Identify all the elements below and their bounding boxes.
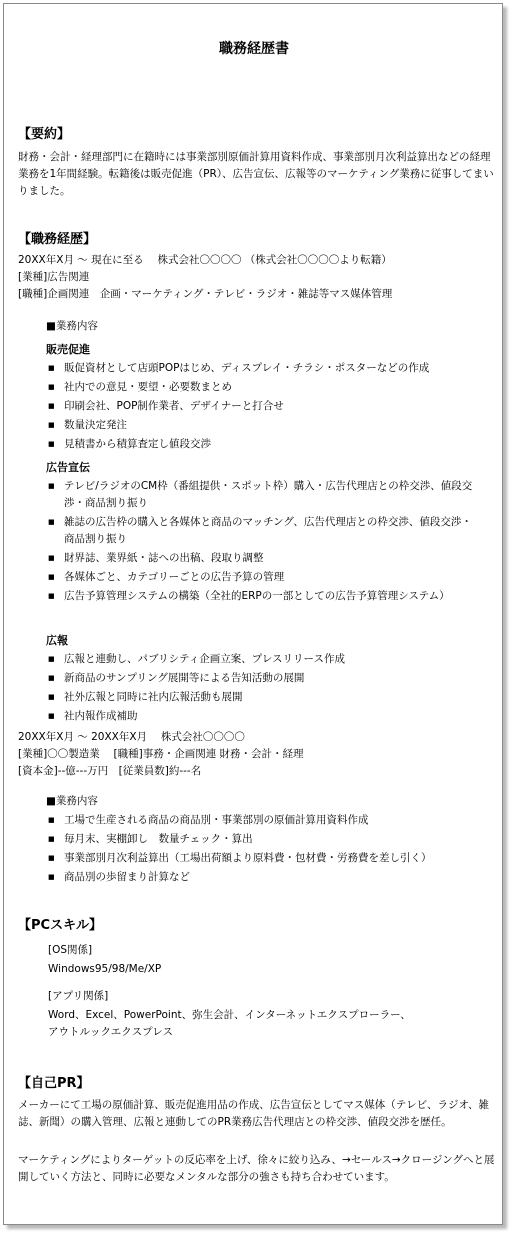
- page-title: 職務経歴書: [219, 41, 289, 57]
- self-pr-paragraph-2: マーケティングによりターゲットの反応率を上げ、徐々に絞り込み、→セールス→クロージングへと展開していく方法と、同時に必要なメンタルな部分の強さも持ち合わせています。: [18, 1154, 495, 1183]
- sales-promotion-list: [48, 360, 478, 455]
- list-item: ■ 雑誌の広告枠の購入と各媒体と商品のマッチング、広告代理店との枠交渉、値段交渉・商品割り振り: [48, 514, 478, 548]
- list-item: ■ 新商品のサンプリング展開等による告知活動の展開: [48, 670, 478, 687]
- job2-capital: [資本金]--億---万円 [従業員数]約---名: [18, 765, 202, 777]
- job1-period: 20XX年X月 〜 現在に至る 株式会社〇〇〇〇 （株式会社〇〇〇〇より転籍）: [18, 254, 392, 266]
- list-item: ■ 事業部別月次利益算出（工場出荷額より原料費・包材費・労務費を差し引く）: [48, 850, 478, 867]
- group-heading-pr: 広報: [46, 634, 68, 647]
- os-label: [OS関係]: [48, 944, 93, 956]
- history-heading: 【職務経歴】: [18, 232, 97, 247]
- list-item: ■ 工場で生産される商品の商品別・事業部別の原価計算用資料作成: [48, 812, 478, 829]
- app-label: [アプリ関係]: [48, 990, 109, 1002]
- list-item: ■ 印刷会社、POP制作業者、デザイナーと打合せ: [48, 398, 478, 415]
- self-pr-heading: 【自己PR】: [18, 1076, 90, 1091]
- job2-period: 20XX年X月 〜 20XX年X月 株式会社〇〇〇〇: [18, 731, 245, 743]
- list-item: ■ 広報と連動し、パブリシティ企画立案、プレスリリース作成: [48, 651, 478, 668]
- group-heading-advertising: 広告宣伝: [46, 461, 90, 474]
- job2-duties-label: ■業務内容: [46, 795, 98, 807]
- list-item: ■ 社内での意見・要望・必要数まとめ: [48, 379, 478, 396]
- os-value: Windows95/98/Me/XP: [48, 963, 162, 975]
- list-item: ■ 商品別の歩留まり計算など: [48, 869, 478, 886]
- app-value-line1: Word、Excel、PowerPoint、弥生会計、インターネットエクスプローラー、: [48, 1009, 411, 1021]
- job1-role: [職種]企画関連 企画・マーケティング・テレビ・ラジオ・雑誌等マス媒体管理: [18, 288, 393, 300]
- list-item: ■ 社外広報と同時に社内広報活動も展開: [48, 689, 478, 706]
- job1-duties-label: ■業務内容: [46, 320, 98, 332]
- list-item: ■ 広告予算管理システムの構築（全社的ERPの一部としての広告予算管理システム）: [48, 588, 478, 605]
- app-value-line2: アウトルックエクスプレス: [48, 1026, 173, 1038]
- pc-skills-heading: 【PCスキル】: [18, 918, 102, 933]
- list-item: ■ 数量決定発注: [48, 417, 478, 434]
- self-pr-paragraph-1: メーカーにて工場の原価計算、販売促進用品の作成、広告宣伝としてマス媒体（テレビ、ラジオ、雑誌、新聞）の購入管理、広報と連動してのPR業務広告代理店との枠交渉、値段交渉を歴任。: [18, 1099, 490, 1128]
- advertising-list: [48, 478, 478, 607]
- pr-list: [48, 651, 478, 727]
- job1-industry: [業種]広告関連: [18, 271, 90, 283]
- list-item: ■ テレビ/ラジオのCM枠（番組提供・スポット枠）購入・広告代理店との枠交渉、値段交渉・商品割り振り: [48, 478, 478, 512]
- job2-industry-role: [業種]〇〇製造業 [職種]事務・企画関連 財務・会計・経理: [18, 748, 304, 760]
- list-item: ■ 販促資材として店頭POPはじめ、ディスプレイ・チラシ・ポスターなどの作成: [48, 360, 478, 377]
- summary-text: 財務・会計・経理部門に在籍時には事業部別原価計算用資料作成、事業部別月次利益算出などの経理業務を1年間経験。転籍後は販売促進（PR）、広告宣伝、広報等のマーケティング業務に従事してまいりました。: [18, 151, 494, 197]
- job2-duties-list: [48, 812, 478, 888]
- list-item: ■ 財界誌、業界紙・誌への出稿、段取り調整: [48, 550, 478, 567]
- list-item: ■ 社内報作成補助: [48, 708, 478, 725]
- list-item: ■ 毎月末、実棚卸し 数量チェック・算出: [48, 831, 478, 848]
- list-item: ■ 見積書から積算査定し値段交渉: [48, 436, 478, 453]
- group-heading-sales-promotion: 販売促進: [46, 343, 90, 356]
- summary-heading: 【要約】: [18, 127, 71, 142]
- list-item: ■ 各媒体ごと、カテゴリーごとの広告予算の管理: [48, 569, 478, 586]
- resume-page: [3, 3, 503, 1225]
